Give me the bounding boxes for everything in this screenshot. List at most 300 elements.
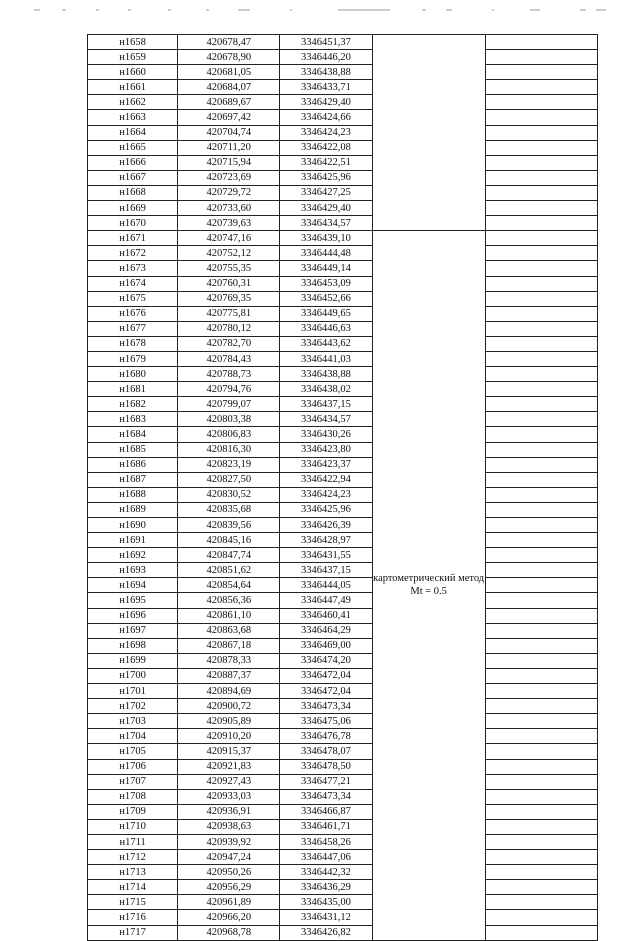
table-row <box>88 578 598 593</box>
x-coordinate-cell: 420968,78 <box>178 925 280 940</box>
y-coordinate-cell: 3346472,04 <box>280 684 372 699</box>
point-id-cell: н1684 <box>88 427 178 442</box>
x-coordinate-cell: 420966,20 <box>178 910 280 925</box>
table-row <box>88 457 598 472</box>
table-row <box>88 201 598 216</box>
point-id-cell: н1693 <box>88 563 178 578</box>
x-coordinate-cell: 420697,42 <box>178 110 280 125</box>
empty-cell <box>485 201 597 216</box>
empty-cell <box>485 744 597 759</box>
y-coordinate-cell: 3346478,50 <box>280 759 372 774</box>
point-id-cell: н1707 <box>88 774 178 789</box>
x-coordinate-cell: 420769,35 <box>178 291 280 306</box>
point-id-cell: н1713 <box>88 865 178 880</box>
table-row <box>88 155 598 170</box>
y-coordinate-cell: 3346452,66 <box>280 291 372 306</box>
table-row <box>88 246 598 261</box>
y-coordinate-cell: 3346424,66 <box>280 110 372 125</box>
point-id-cell: н1658 <box>88 35 178 50</box>
table-row <box>88 276 598 291</box>
y-coordinate-cell: 3346426,39 <box>280 518 372 533</box>
empty-cell <box>485 502 597 517</box>
y-coordinate-cell: 3346442,32 <box>280 865 372 880</box>
x-coordinate-cell: 420816,30 <box>178 442 280 457</box>
y-coordinate-cell: 3346425,96 <box>280 170 372 185</box>
empty-cell <box>485 518 597 533</box>
empty-cell <box>485 216 597 231</box>
table-row <box>88 140 598 155</box>
y-coordinate-cell: 3346437,15 <box>280 563 372 578</box>
empty-cell <box>485 382 597 397</box>
table-row <box>88 910 598 925</box>
x-coordinate-cell: 420839,56 <box>178 518 280 533</box>
point-id-cell: н1665 <box>88 140 178 155</box>
empty-cell <box>485 427 597 442</box>
point-id-cell: н1690 <box>88 518 178 533</box>
x-coordinate-cell: 420830,52 <box>178 487 280 502</box>
y-coordinate-cell: 3346434,57 <box>280 216 372 231</box>
y-coordinate-cell: 3346431,55 <box>280 548 372 563</box>
x-coordinate-cell: 420894,69 <box>178 684 280 699</box>
empty-cell <box>485 608 597 623</box>
y-coordinate-cell: 3346423,80 <box>280 442 372 457</box>
table-row <box>88 125 598 140</box>
point-id-cell: н1667 <box>88 170 178 185</box>
table-row <box>88 351 598 366</box>
table-row <box>88 170 598 185</box>
x-coordinate-cell: 420678,90 <box>178 50 280 65</box>
x-coordinate-cell: 420760,31 <box>178 276 280 291</box>
empty-cell <box>485 95 597 110</box>
y-coordinate-cell: 3346443,62 <box>280 336 372 351</box>
table-row <box>88 487 598 502</box>
table-row <box>88 110 598 125</box>
table-row <box>88 668 598 683</box>
table-row <box>88 684 598 699</box>
x-coordinate-cell: 420905,89 <box>178 714 280 729</box>
point-id-cell: н1660 <box>88 65 178 80</box>
table-row <box>88 261 598 276</box>
empty-cell <box>485 110 597 125</box>
y-coordinate-cell: 3346436,29 <box>280 880 372 895</box>
x-coordinate-cell: 420878,33 <box>178 653 280 668</box>
x-coordinate-cell: 420939,92 <box>178 834 280 849</box>
table-row <box>88 95 598 110</box>
y-coordinate-cell: 3346424,23 <box>280 487 372 502</box>
y-coordinate-cell: 3346429,40 <box>280 95 372 110</box>
point-id-cell: н1692 <box>88 548 178 563</box>
method-cell-empty <box>372 35 485 231</box>
table-row <box>88 880 598 895</box>
table-row <box>88 623 598 638</box>
empty-cell <box>485 533 597 548</box>
x-coordinate-cell: 420847,74 <box>178 548 280 563</box>
empty-cell <box>485 80 597 95</box>
x-coordinate-cell: 420782,70 <box>178 336 280 351</box>
y-coordinate-cell: 3346438,88 <box>280 367 372 382</box>
table-row <box>88 759 598 774</box>
table-row <box>88 321 598 336</box>
x-coordinate-cell: 420729,72 <box>178 185 280 200</box>
x-coordinate-cell: 420788,73 <box>178 367 280 382</box>
table-row <box>88 336 598 351</box>
point-id-cell: н1697 <box>88 623 178 638</box>
table-row <box>88 412 598 427</box>
table-row <box>88 653 598 668</box>
table-row <box>88 593 598 608</box>
table-row <box>88 714 598 729</box>
table-row <box>88 518 598 533</box>
x-coordinate-cell: 420851,62 <box>178 563 280 578</box>
table-row <box>88 502 598 517</box>
empty-cell <box>485 865 597 880</box>
y-coordinate-cell: 3346429,40 <box>280 201 372 216</box>
x-coordinate-cell: 420689,67 <box>178 95 280 110</box>
empty-cell <box>485 563 597 578</box>
point-id-cell: н1670 <box>88 216 178 231</box>
point-id-cell: н1674 <box>88 276 178 291</box>
empty-cell <box>485 789 597 804</box>
point-id-cell: н1678 <box>88 336 178 351</box>
table-row <box>88 533 598 548</box>
y-coordinate-cell: 3346435,00 <box>280 895 372 910</box>
point-id-cell: н1698 <box>88 638 178 653</box>
x-coordinate-cell: 420867,18 <box>178 638 280 653</box>
x-coordinate-cell: 420780,12 <box>178 321 280 336</box>
scan-noise-line <box>0 6 640 14</box>
y-coordinate-cell: 3346446,63 <box>280 321 372 336</box>
empty-cell <box>485 457 597 472</box>
point-id-cell: н1664 <box>88 125 178 140</box>
table-row <box>88 50 598 65</box>
empty-cell <box>485 895 597 910</box>
y-coordinate-cell: 3346438,02 <box>280 382 372 397</box>
y-coordinate-cell: 3346466,87 <box>280 804 372 819</box>
x-coordinate-cell: 420775,81 <box>178 306 280 321</box>
method-cell: картометрический метод Mt = 0.5 <box>372 231 485 940</box>
table-row <box>88 895 598 910</box>
x-coordinate-cell: 420861,10 <box>178 608 280 623</box>
point-id-cell: н1695 <box>88 593 178 608</box>
point-id-cell: н1694 <box>88 578 178 593</box>
y-coordinate-cell: 3346437,15 <box>280 397 372 412</box>
empty-cell <box>485 925 597 940</box>
point-id-cell: н1711 <box>88 834 178 849</box>
x-coordinate-cell: 420678,47 <box>178 35 280 50</box>
point-id-cell: н1702 <box>88 699 178 714</box>
empty-cell <box>485 125 597 140</box>
table-row <box>88 397 598 412</box>
point-id-cell: н1691 <box>88 533 178 548</box>
point-id-cell: н1704 <box>88 729 178 744</box>
point-id-cell: н1659 <box>88 50 178 65</box>
table-row <box>88 472 598 487</box>
y-coordinate-cell: 3346473,34 <box>280 789 372 804</box>
y-coordinate-cell: 3346464,29 <box>280 623 372 638</box>
point-id-cell: н1683 <box>88 412 178 427</box>
x-coordinate-cell: 420684,07 <box>178 80 280 95</box>
empty-cell <box>485 442 597 457</box>
point-id-cell: н1688 <box>88 487 178 502</box>
point-id-cell: н1705 <box>88 744 178 759</box>
x-coordinate-cell: 420827,50 <box>178 472 280 487</box>
table-row <box>88 367 598 382</box>
table-row <box>88 925 598 940</box>
empty-cell <box>485 623 597 638</box>
table-row <box>88 804 598 819</box>
y-coordinate-cell: 3346461,71 <box>280 819 372 834</box>
empty-cell <box>485 155 597 170</box>
point-id-cell: н1685 <box>88 442 178 457</box>
x-coordinate-cell: 420799,07 <box>178 397 280 412</box>
empty-cell <box>485 729 597 744</box>
table-row <box>88 442 598 457</box>
point-id-cell: н1700 <box>88 668 178 683</box>
x-coordinate-cell: 420854,64 <box>178 578 280 593</box>
x-coordinate-cell: 420863,68 <box>178 623 280 638</box>
table-row <box>88 729 598 744</box>
y-coordinate-cell: 3346477,21 <box>280 774 372 789</box>
x-coordinate-cell: 420755,35 <box>178 261 280 276</box>
point-id-cell: н1708 <box>88 789 178 804</box>
point-id-cell: н1662 <box>88 95 178 110</box>
empty-cell <box>485 548 597 563</box>
point-id-cell: н1687 <box>88 472 178 487</box>
empty-cell <box>485 653 597 668</box>
x-coordinate-cell: 420910,20 <box>178 729 280 744</box>
y-coordinate-cell: 3346425,96 <box>280 502 372 517</box>
point-id-cell: н1666 <box>88 155 178 170</box>
point-id-cell: н1717 <box>88 925 178 940</box>
y-coordinate-cell: 3346447,49 <box>280 593 372 608</box>
x-coordinate-cell: 420927,43 <box>178 774 280 789</box>
table-row <box>88 638 598 653</box>
empty-cell <box>485 412 597 427</box>
point-id-cell: н1710 <box>88 819 178 834</box>
table-row <box>88 865 598 880</box>
y-coordinate-cell: 3346475,06 <box>280 714 372 729</box>
point-id-cell: н1671 <box>88 231 178 246</box>
point-id-cell: н1669 <box>88 201 178 216</box>
empty-cell <box>485 35 597 50</box>
table-row <box>88 216 598 231</box>
table-row <box>88 744 598 759</box>
table-row <box>88 231 598 246</box>
point-id-cell: н1668 <box>88 185 178 200</box>
empty-cell <box>485 487 597 502</box>
y-coordinate-cell: 3346424,23 <box>280 125 372 140</box>
point-id-cell: н1706 <box>88 759 178 774</box>
x-coordinate-cell: 420956,29 <box>178 880 280 895</box>
x-coordinate-cell: 420887,37 <box>178 668 280 683</box>
empty-cell <box>485 880 597 895</box>
point-id-cell: н1689 <box>88 502 178 517</box>
y-coordinate-cell: 3346431,12 <box>280 910 372 925</box>
point-id-cell: н1680 <box>88 367 178 382</box>
table-row <box>88 774 598 789</box>
y-coordinate-cell: 3346434,57 <box>280 412 372 427</box>
x-coordinate-cell: 420845,16 <box>178 533 280 548</box>
y-coordinate-cell: 3346422,94 <box>280 472 372 487</box>
table-row <box>88 819 598 834</box>
point-id-cell: н1709 <box>88 804 178 819</box>
y-coordinate-cell: 3346444,48 <box>280 246 372 261</box>
empty-cell <box>485 684 597 699</box>
empty-cell <box>485 367 597 382</box>
x-coordinate-cell: 420723,69 <box>178 170 280 185</box>
y-coordinate-cell: 3346430,26 <box>280 427 372 442</box>
y-coordinate-cell: 3346426,82 <box>280 925 372 940</box>
empty-cell <box>485 185 597 200</box>
y-coordinate-cell: 3346422,51 <box>280 155 372 170</box>
coordinates-table-body <box>88 35 598 941</box>
empty-cell <box>485 714 597 729</box>
x-coordinate-cell: 420938,63 <box>178 819 280 834</box>
empty-cell <box>485 699 597 714</box>
point-id-cell: н1672 <box>88 246 178 261</box>
empty-cell <box>485 336 597 351</box>
point-id-cell: н1701 <box>88 684 178 699</box>
empty-cell <box>485 306 597 321</box>
empty-cell <box>485 140 597 155</box>
empty-cell <box>485 850 597 865</box>
x-coordinate-cell: 420921,83 <box>178 759 280 774</box>
point-id-cell: н1696 <box>88 608 178 623</box>
x-coordinate-cell: 420784,43 <box>178 351 280 366</box>
point-id-cell: н1676 <box>88 306 178 321</box>
y-coordinate-cell: 3346423,37 <box>280 457 372 472</box>
y-coordinate-cell: 3346433,71 <box>280 80 372 95</box>
x-coordinate-cell: 420915,37 <box>178 744 280 759</box>
table-row <box>88 306 598 321</box>
y-coordinate-cell: 3346449,14 <box>280 261 372 276</box>
coordinates-table <box>87 34 598 941</box>
table-row <box>88 382 598 397</box>
x-coordinate-cell: 420711,20 <box>178 140 280 155</box>
x-coordinate-cell: 420961,89 <box>178 895 280 910</box>
table-row <box>88 35 598 50</box>
table-row <box>88 699 598 714</box>
x-coordinate-cell: 420823,19 <box>178 457 280 472</box>
empty-cell <box>485 50 597 65</box>
point-id-cell: н1712 <box>88 850 178 865</box>
point-id-cell: н1675 <box>88 291 178 306</box>
point-id-cell: н1715 <box>88 895 178 910</box>
point-id-cell: н1703 <box>88 714 178 729</box>
y-coordinate-cell: 3346441,03 <box>280 351 372 366</box>
y-coordinate-cell: 3346473,34 <box>280 699 372 714</box>
y-coordinate-cell: 3346427,25 <box>280 185 372 200</box>
y-coordinate-cell: 3346469,00 <box>280 638 372 653</box>
y-coordinate-cell: 3346449,65 <box>280 306 372 321</box>
point-id-cell: н1681 <box>88 382 178 397</box>
point-id-cell: н1673 <box>88 261 178 276</box>
point-id-cell: н1677 <box>88 321 178 336</box>
y-coordinate-cell: 3346458,26 <box>280 834 372 849</box>
point-id-cell: н1682 <box>88 397 178 412</box>
table-row <box>88 185 598 200</box>
empty-cell <box>485 819 597 834</box>
y-coordinate-cell: 3346438,88 <box>280 65 372 80</box>
table-row <box>88 850 598 865</box>
table-row <box>88 608 598 623</box>
empty-cell <box>485 397 597 412</box>
table-row <box>88 291 598 306</box>
empty-cell <box>485 65 597 80</box>
x-coordinate-cell: 420715,94 <box>178 155 280 170</box>
point-id-cell: н1716 <box>88 910 178 925</box>
x-coordinate-cell: 420739,63 <box>178 216 280 231</box>
y-coordinate-cell: 3346428,97 <box>280 533 372 548</box>
x-coordinate-cell: 420856,36 <box>178 593 280 608</box>
empty-cell <box>485 170 597 185</box>
point-id-cell: н1679 <box>88 351 178 366</box>
empty-cell <box>485 351 597 366</box>
empty-cell <box>485 804 597 819</box>
y-coordinate-cell: 3346422,08 <box>280 140 372 155</box>
empty-cell <box>485 276 597 291</box>
empty-cell <box>485 578 597 593</box>
y-coordinate-cell: 3346446,20 <box>280 50 372 65</box>
point-id-cell: н1714 <box>88 880 178 895</box>
y-coordinate-cell: 3346476,78 <box>280 729 372 744</box>
empty-cell <box>485 910 597 925</box>
y-coordinate-cell: 3346474,20 <box>280 653 372 668</box>
x-coordinate-cell: 420747,16 <box>178 231 280 246</box>
x-coordinate-cell: 420803,38 <box>178 412 280 427</box>
x-coordinate-cell: 420806,83 <box>178 427 280 442</box>
table-row <box>88 548 598 563</box>
x-coordinate-cell: 420936,91 <box>178 804 280 819</box>
table-row <box>88 789 598 804</box>
empty-cell <box>485 261 597 276</box>
y-coordinate-cell: 3346439,10 <box>280 231 372 246</box>
y-coordinate-cell: 3346447,06 <box>280 850 372 865</box>
empty-cell <box>485 231 597 246</box>
point-id-cell: н1661 <box>88 80 178 95</box>
x-coordinate-cell: 420933,03 <box>178 789 280 804</box>
point-id-cell: н1686 <box>88 457 178 472</box>
x-coordinate-cell: 420752,12 <box>178 246 280 261</box>
empty-cell <box>485 321 597 336</box>
empty-cell <box>485 834 597 849</box>
x-coordinate-cell: 420900,72 <box>178 699 280 714</box>
empty-cell <box>485 593 597 608</box>
table-row <box>88 427 598 442</box>
empty-cell <box>485 472 597 487</box>
x-coordinate-cell: 420794,76 <box>178 382 280 397</box>
empty-cell <box>485 246 597 261</box>
y-coordinate-cell: 3346451,37 <box>280 35 372 50</box>
empty-cell <box>485 291 597 306</box>
x-coordinate-cell: 420704,74 <box>178 125 280 140</box>
empty-cell <box>485 759 597 774</box>
y-coordinate-cell: 3346460,41 <box>280 608 372 623</box>
table-row <box>88 563 598 578</box>
x-coordinate-cell: 420950,26 <box>178 865 280 880</box>
table-row <box>88 65 598 80</box>
y-coordinate-cell: 3346478,07 <box>280 744 372 759</box>
table-row <box>88 834 598 849</box>
x-coordinate-cell: 420947,24 <box>178 850 280 865</box>
point-id-cell: н1699 <box>88 653 178 668</box>
empty-cell <box>485 774 597 789</box>
table-row <box>88 80 598 95</box>
x-coordinate-cell: 420733,60 <box>178 201 280 216</box>
y-coordinate-cell: 3346453,09 <box>280 276 372 291</box>
y-coordinate-cell: 3346444,05 <box>280 578 372 593</box>
x-coordinate-cell: 420835,68 <box>178 502 280 517</box>
